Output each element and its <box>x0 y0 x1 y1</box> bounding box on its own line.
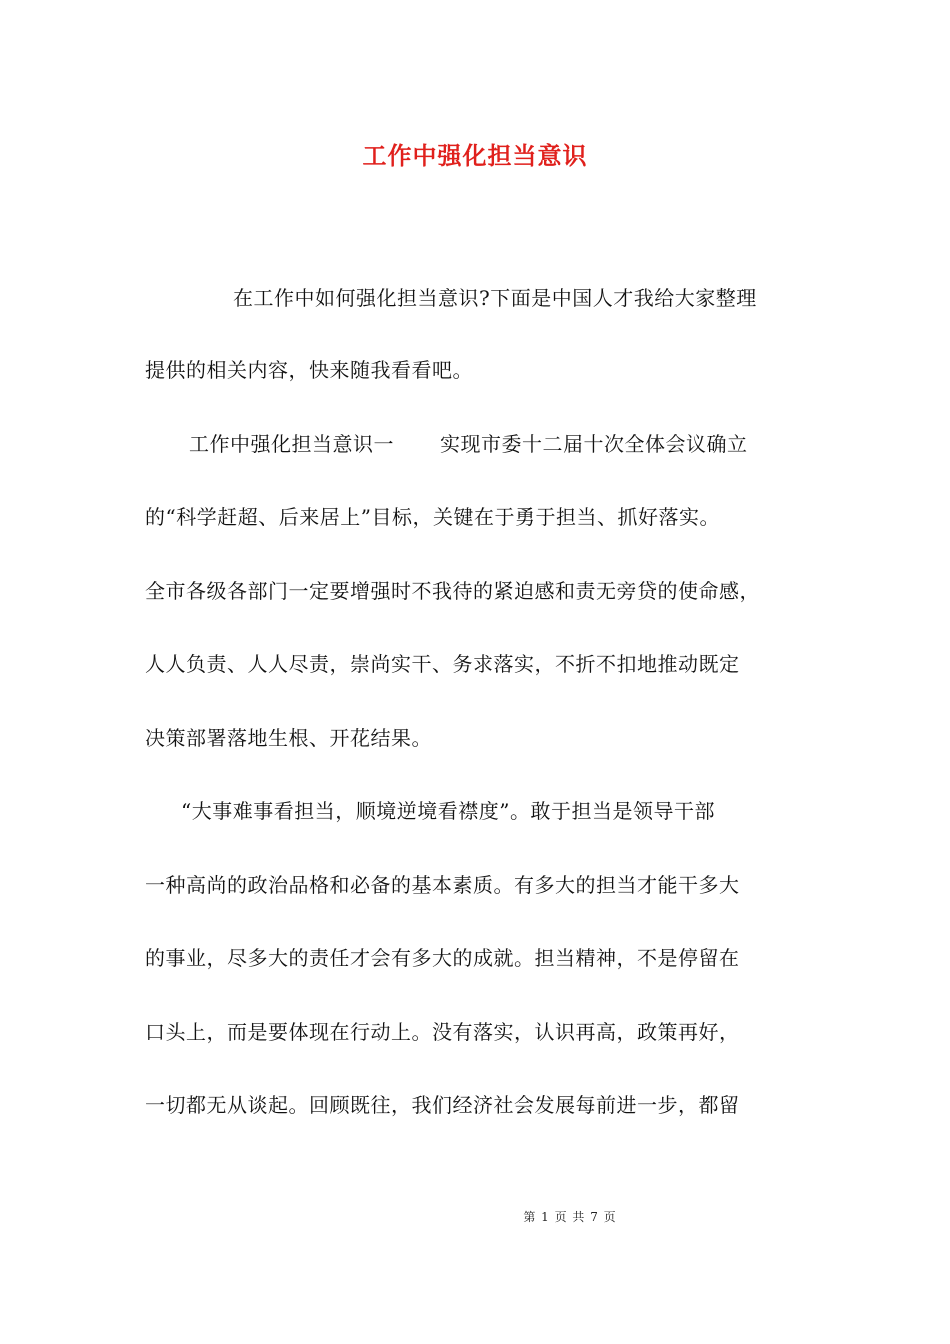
page-number-footer: 第 1 页 共 7 页 <box>523 1210 617 1224</box>
paragraph-line <box>145 430 859 458</box>
paragraph-line: 全市各级各部门一定要增强时不我待的紧迫感和责无旁贷的使命感， <box>145 579 760 603</box>
paragraph-line: 口头上，而是要体现在行动上。没有落实，认识再高，政策再好， <box>145 1020 740 1044</box>
paragraph-line: 提供的相关内容，快来随我看看吧。 <box>145 358 473 382</box>
paragraph-line: 一种高尚的政治品格和必备的基本素质。有多大的担当才能干多大 <box>145 873 740 897</box>
paragraph-line: 人人负责、人人尽责，崇尚实干、务求落实，不折不扣地推动既定 <box>145 652 740 676</box>
paragraph-text: 实现市委十二届十次全体会议确立 <box>440 432 748 456</box>
paragraph-line: 的“科学赶超、后来居上”目标，关键在于勇于担当、抓好落实。 <box>145 505 720 529</box>
paragraph-line: 在工作中如何强化担当意识?下面是中国人才我给大家整理 <box>233 286 757 310</box>
section-heading: 工作中强化担当意识一 <box>189 432 394 456</box>
paragraph-line: 的事业，尽多大的责任才会有多大的成就。担当精神，不是停留在 <box>145 946 740 970</box>
document-title: 工作中强化担当意识 <box>362 141 588 170</box>
paragraph-line: 决策部署落地生根、开花结果。 <box>145 726 432 750</box>
paragraph-line: “大事难事看担当，顺境逆境看襟度”。敢于担当是领导干部 <box>181 799 715 823</box>
paragraph-line: 一切都无从谈起。回顾既往，我们经济社会发展每前进一步，都留 <box>145 1093 740 1117</box>
